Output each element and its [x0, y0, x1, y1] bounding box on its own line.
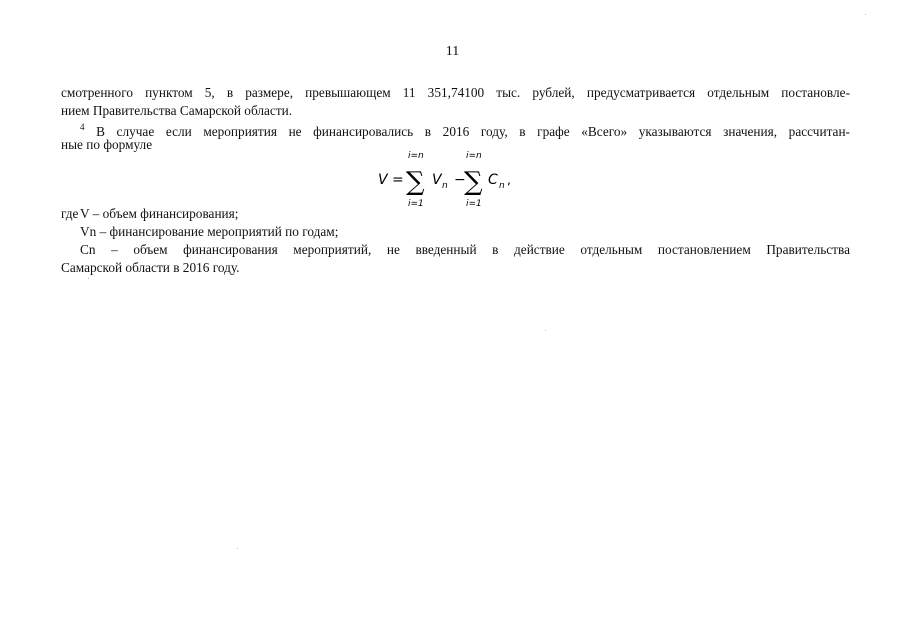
sum2-sigma-icon: ∑	[464, 167, 483, 197]
sum2-upper-limit: i=n	[466, 151, 482, 161]
footnote-marker: 4	[80, 122, 85, 132]
sum1-lower-limit: i=1	[408, 199, 424, 209]
sum1-term: V	[432, 172, 442, 188]
definition-vn: Vn – финансирование мероприятий по годам;	[80, 224, 339, 239]
scan-artifact	[88, 278, 89, 279]
scan-artifact	[237, 548, 238, 549]
scan-artifact	[545, 330, 546, 331]
definition-cn-line-2: Самарской области в 2016 году.	[61, 260, 240, 275]
definitions-where: где	[61, 206, 79, 221]
definition-v: V – объем финансирования;	[80, 206, 239, 221]
sum2-lower-limit: i=1	[466, 199, 482, 209]
paragraph-1-line-1: смотренного пунктом 5, в размере, превышающем 11 351,74100 тыс. рублей, предусматривается отдельным постановле-	[61, 85, 850, 100]
formula-comma: ,	[507, 173, 511, 187]
sum2-subscript: n	[499, 181, 505, 191]
financing-formula	[370, 148, 550, 210]
paragraph-2-line-2: ные по формуле	[61, 137, 153, 152]
sum1-sigma-icon: ∑	[406, 167, 425, 197]
formula-minus: −	[454, 172, 466, 188]
sum1-subscript: n	[442, 181, 448, 191]
paragraph-2-text: В случае если мероприятия не финансировались в 2016 году, в графе «Всего» указываются значения, рассчитан-	[84, 124, 850, 139]
paragraph-1-line-2: нием Правительства Самарской области.	[61, 103, 293, 118]
scan-artifact	[865, 14, 866, 15]
sum2-term: C	[488, 172, 498, 188]
page-number: 11	[445, 44, 460, 59]
definition-cn-line-1: Cn – объем финансирования мероприятий, не введенный в действие отдельным постановлением Правительства	[80, 242, 850, 257]
formula-equals: =	[392, 172, 404, 188]
formula-lhs: V	[378, 172, 388, 188]
sum1-upper-limit: i=n	[408, 151, 424, 161]
